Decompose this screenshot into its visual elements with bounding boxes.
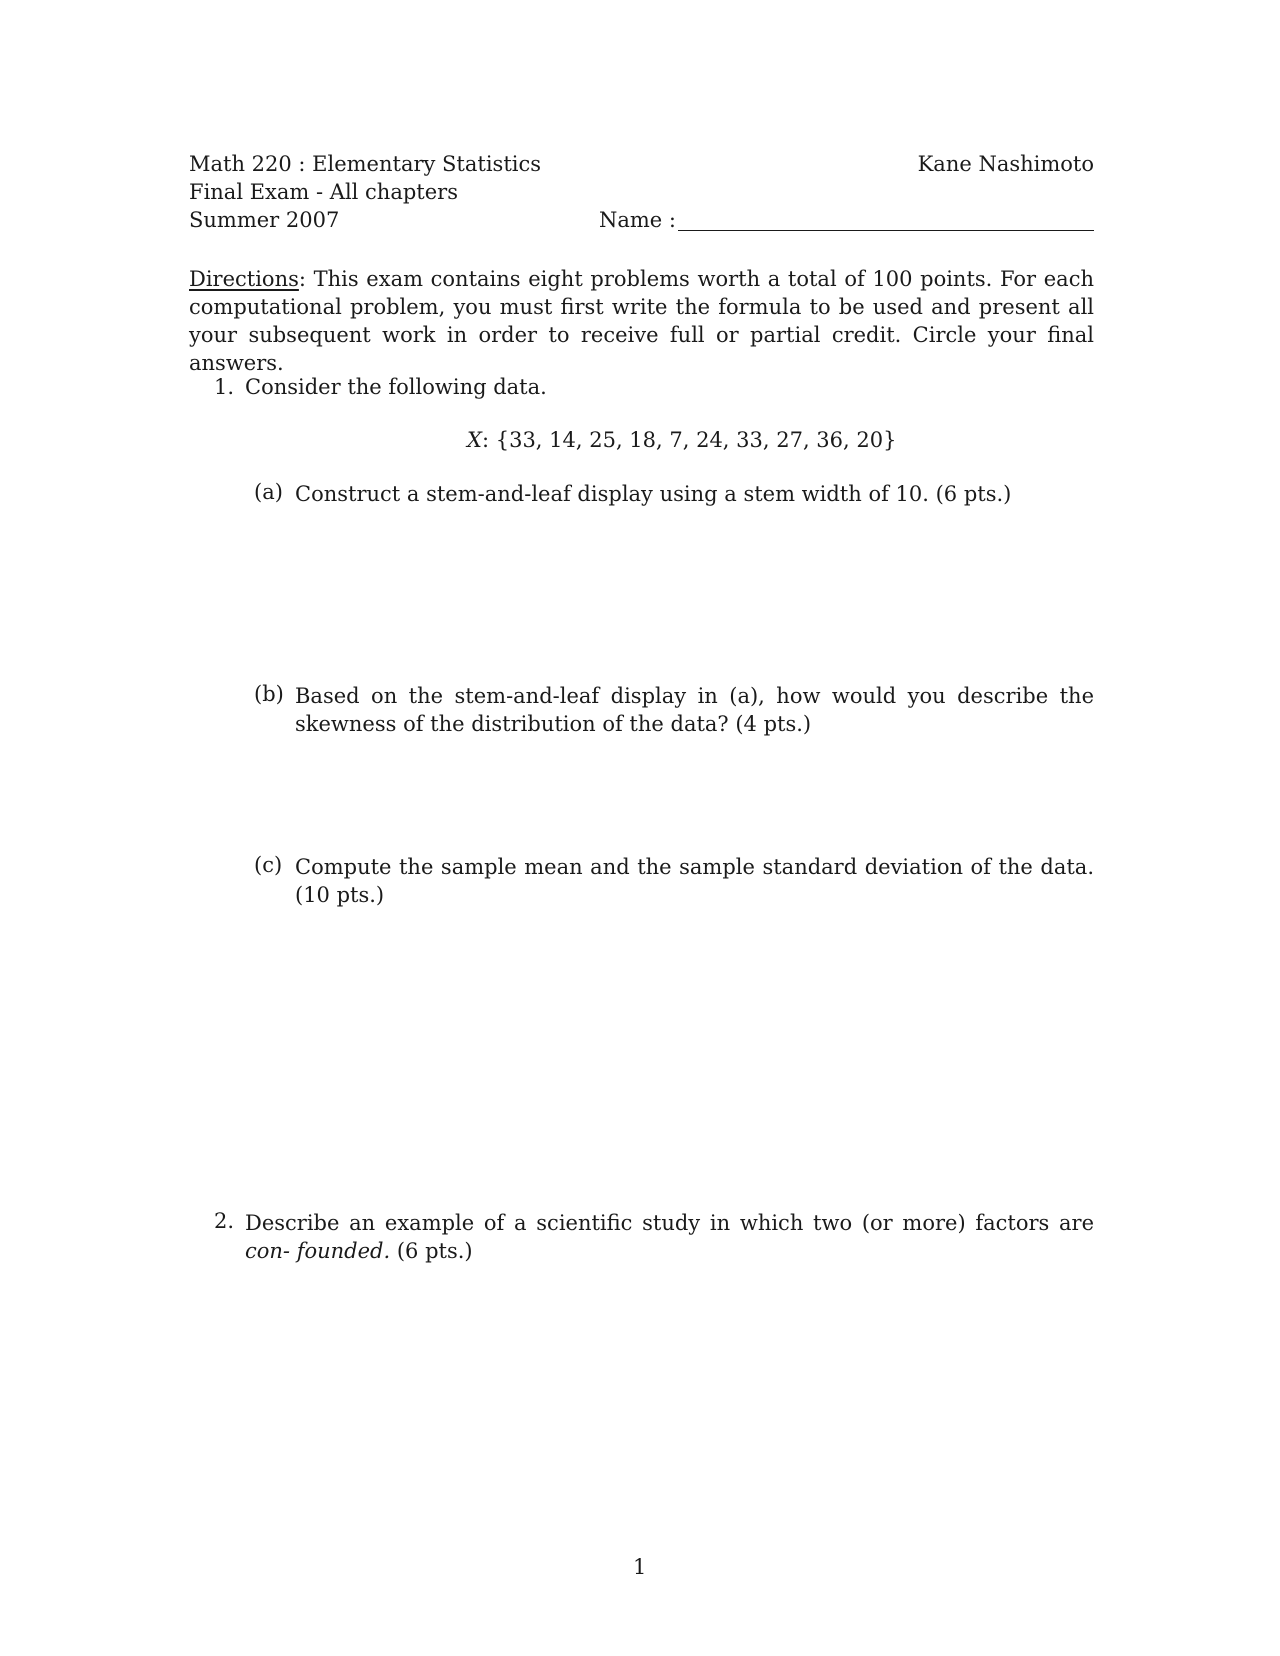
part-a-label: (a)	[254, 480, 283, 504]
part-a-text: Construct a stem-and-leaf display using a stem width of 10. (6 pts.)	[295, 482, 1012, 506]
dataset-values: {33, 14, 25, 18, 7, 24, 33, 27, 36, 20}	[495, 428, 897, 452]
name-label: Name :	[599, 208, 676, 232]
part-b-text: Based on the stem-and-leaf display in (a), how would you describe the skewness of the distribution of the data? (4 pts.)	[295, 684, 1094, 736]
problem-2-text-before: Describe an example of a scientific study in which two (or more) factors are	[245, 1211, 1094, 1235]
name-blank-line[interactable]	[678, 230, 1094, 231]
directions-paragraph: Directions: This exam contains eight problems worth a total of 100 points. For each computational problem, you must first write the formula to be used and present all your subsequent work in order to receive full or partial credit. Circle your final answers.	[189, 267, 1094, 375]
problem-1-intro: Consider the following data.	[245, 375, 547, 399]
page-number: 1	[633, 1555, 647, 1579]
part-c-text: Compute the sample mean and the sample standard deviation of the data. (10 pts.)	[295, 855, 1094, 907]
course-title: Math 220 : Elementary Statistics	[189, 152, 542, 176]
problem-2-emphasis: con- founded.	[245, 1239, 391, 1263]
problem-2-text-after: (6 pts.)	[396, 1239, 473, 1263]
problem-2-number: 2.	[214, 1209, 235, 1233]
part-b-label: (b)	[254, 682, 284, 706]
exam-term: Summer 2007	[189, 208, 340, 232]
instructor-name: Kane Nashimoto	[917, 152, 1094, 176]
exam-title: Final Exam - All chapters	[189, 180, 458, 204]
problem-1-number: 1.	[214, 375, 235, 399]
part-c-label: (c)	[254, 853, 283, 877]
directions-label: Directions	[189, 267, 299, 291]
dataset-variable: X	[467, 428, 482, 452]
directions-text: This exam contains eight problems worth a total of 100 points. For each computational problem, you must first write the formula to be used and present all your subsequent work in order to receive full or partial credit. Circle your final answers.	[189, 267, 1094, 375]
problem-2-text	[245, 1209, 1094, 1265]
dataset-line: X: {33, 14, 25, 18, 7, 24, 33, 27, 36, 20}	[467, 428, 897, 452]
